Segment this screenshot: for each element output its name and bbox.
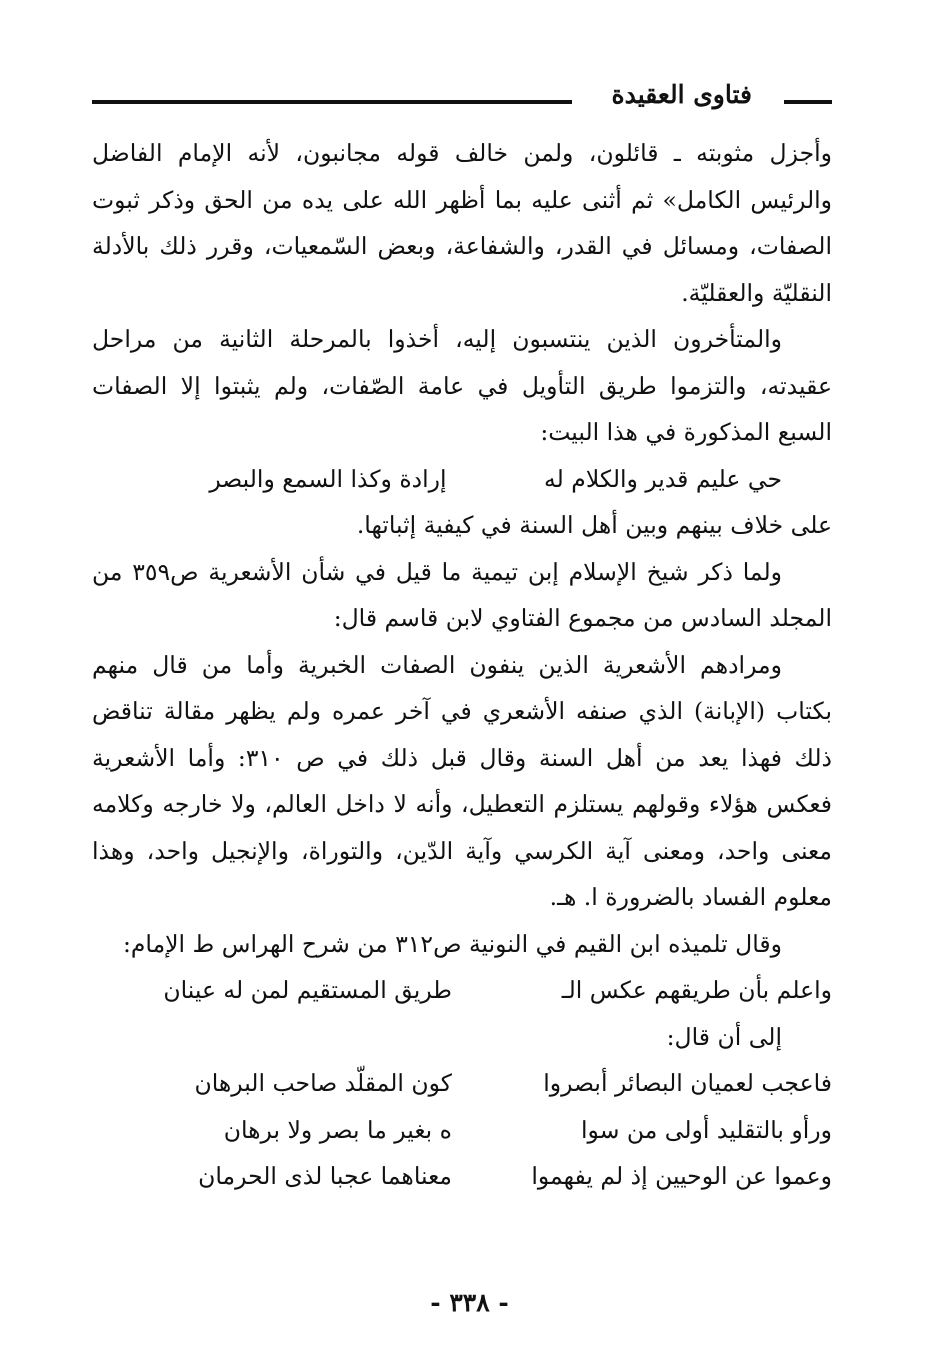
verse-line-4	[92, 1107, 832, 1154]
verse-5-second-hemistich: معناهما عجبا لذى الحرمان	[198, 1162, 452, 1190]
page-body	[92, 130, 832, 1200]
paragraph-5: ومرادهم الأشعرية الذين ينفون الصفات الخبرية وأما من قال منهم بكتاب (الإبانة) الذي صنفه الأشعري في آخر عمره ولم يظهر مقالة تناقض ذلك فهذا يعد من أهل السنة وقال قبل ذلك في ص ٣١٠: وأما الأشعرية فعكس هؤلاء وقولهم يستلزم التعطيل، وأنه لا داخل العالم، ولا خارجه وكلامه معنى واحد، ومعنى آية الكرسي وآية الدّين، والتوراة، والإنجيل واحد، وهذا معلوم الفساد بالضرورة ا. هـ.	[92, 650, 832, 911]
page-number: - ٣٣٨ -	[430, 1288, 509, 1317]
verse-1-second-hemistich: إرادة وكذا السمع والبصر	[209, 464, 447, 493]
verse-1-first-hemistich: حي عليم قدير والكلام له	[544, 464, 782, 493]
paragraph-4: ولما ذكر شيخ الإسلام إبن تيمية ما قيل في شأن الأشعرية ص٣٥٩ من المجلد السادس من مجموع الفتاوي لابن قاسم قال:	[92, 557, 832, 632]
verse-line-2	[92, 967, 832, 1014]
verse-4-second-hemistich: ه بغير ما بصر ولا برهان	[223, 1115, 452, 1144]
verse-2-first-hemistich: واعلم بأن طريقهم عكس الـ	[561, 976, 832, 1004]
verse-3-first-hemistich: فاعجب لعميان البصائر أبصروا	[543, 1069, 832, 1097]
verse-line-1	[92, 456, 832, 503]
verse-line-5	[92, 1153, 832, 1200]
header-rule-long	[92, 100, 572, 104]
paragraph-7: إلى أن قال:	[666, 1022, 782, 1051]
verse-3-second-hemistich: كون المقلّد صاحب البرهان	[194, 1069, 452, 1097]
paragraph-3: على خلاف بينهم وبين أهل السنة في كيفية إثباتها.	[356, 511, 832, 539]
paragraph-1: وأجزل مثوبته ـ قائلون، ولمن خالف قوله مجانبون، لأنه الإمام الفاضل والرئيس الكامل» ثم أثنى عليه بما أظهر الله على يده من الحق وذكر ثبوت الصفات، ومسائل في القدر، والشفاعة، وبعض السّمعيات، وقرر ذلك بالأدلة النقليّة والعقليّة.	[92, 139, 832, 307]
paragraph-2: والمتأخرون الذين ينتسبون إليه، أخذوا بالمرحلة الثانية من مراحل عقيدته، والتزموا طريق التأويل في عامة الصّفات، ولم يثبتوا إلا الصفات السبع المذكورة في هذا البيت:	[92, 325, 832, 446]
running-header	[92, 78, 832, 114]
verse-line-3	[92, 1060, 832, 1107]
header-rule-short	[784, 100, 832, 104]
verse-4-first-hemistich: ورأو بالتقليد أولى من سوا	[581, 1115, 832, 1144]
paragraph-6: وقال تلميذه ابن القيم في النونية ص٣١٢ من شرح الهراس ط الإمام:	[122, 929, 782, 958]
verse-5-first-hemistich: وعموا عن الوحيين إذ لم يفهموا	[531, 1162, 832, 1190]
verse-2-second-hemistich: طريق المستقيم لمن له عينان	[163, 976, 452, 1004]
header-title: فتاوى العقيدة	[611, 80, 752, 109]
